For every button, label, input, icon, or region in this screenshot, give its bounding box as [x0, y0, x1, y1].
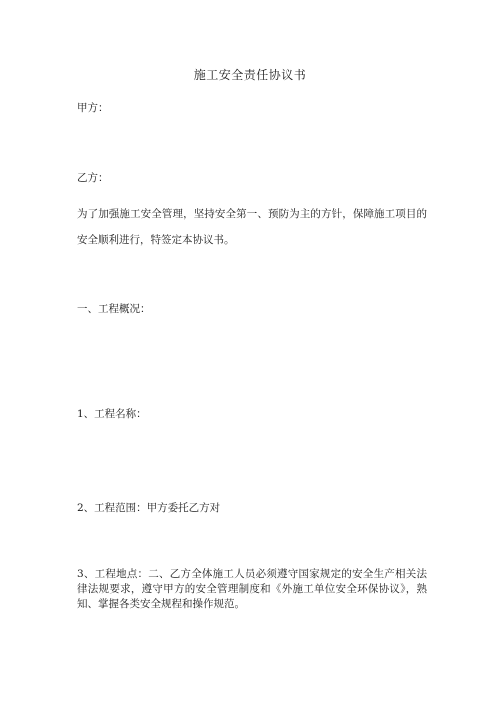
project-name-item: 1、工程名称：	[77, 408, 147, 420]
project-location-item: 3、工程地点：二、乙方全体施工人员必须遵守国家规定的安全生产相关法律法规要求，遵守甲方的安全管理制度和《外施工单位安全环保协议》，熟知、掌握各类安全规程和操作规范。	[77, 568, 427, 610]
project-scope-item: 2、工程范围：甲方委托乙方对	[77, 502, 221, 514]
party-a-label: 甲方：	[77, 102, 109, 114]
intro-paragraph: 为了加强施工安全管理，坚持安全第一、预防为主的方针，保障施工项目的安全顺利进行，特签定本协议书。	[77, 208, 427, 246]
document-title: 施工安全责任协议书	[193, 68, 307, 82]
party-b-label: 乙方：	[77, 172, 109, 184]
section-overview-heading: 一、工程概况：	[77, 303, 151, 315]
